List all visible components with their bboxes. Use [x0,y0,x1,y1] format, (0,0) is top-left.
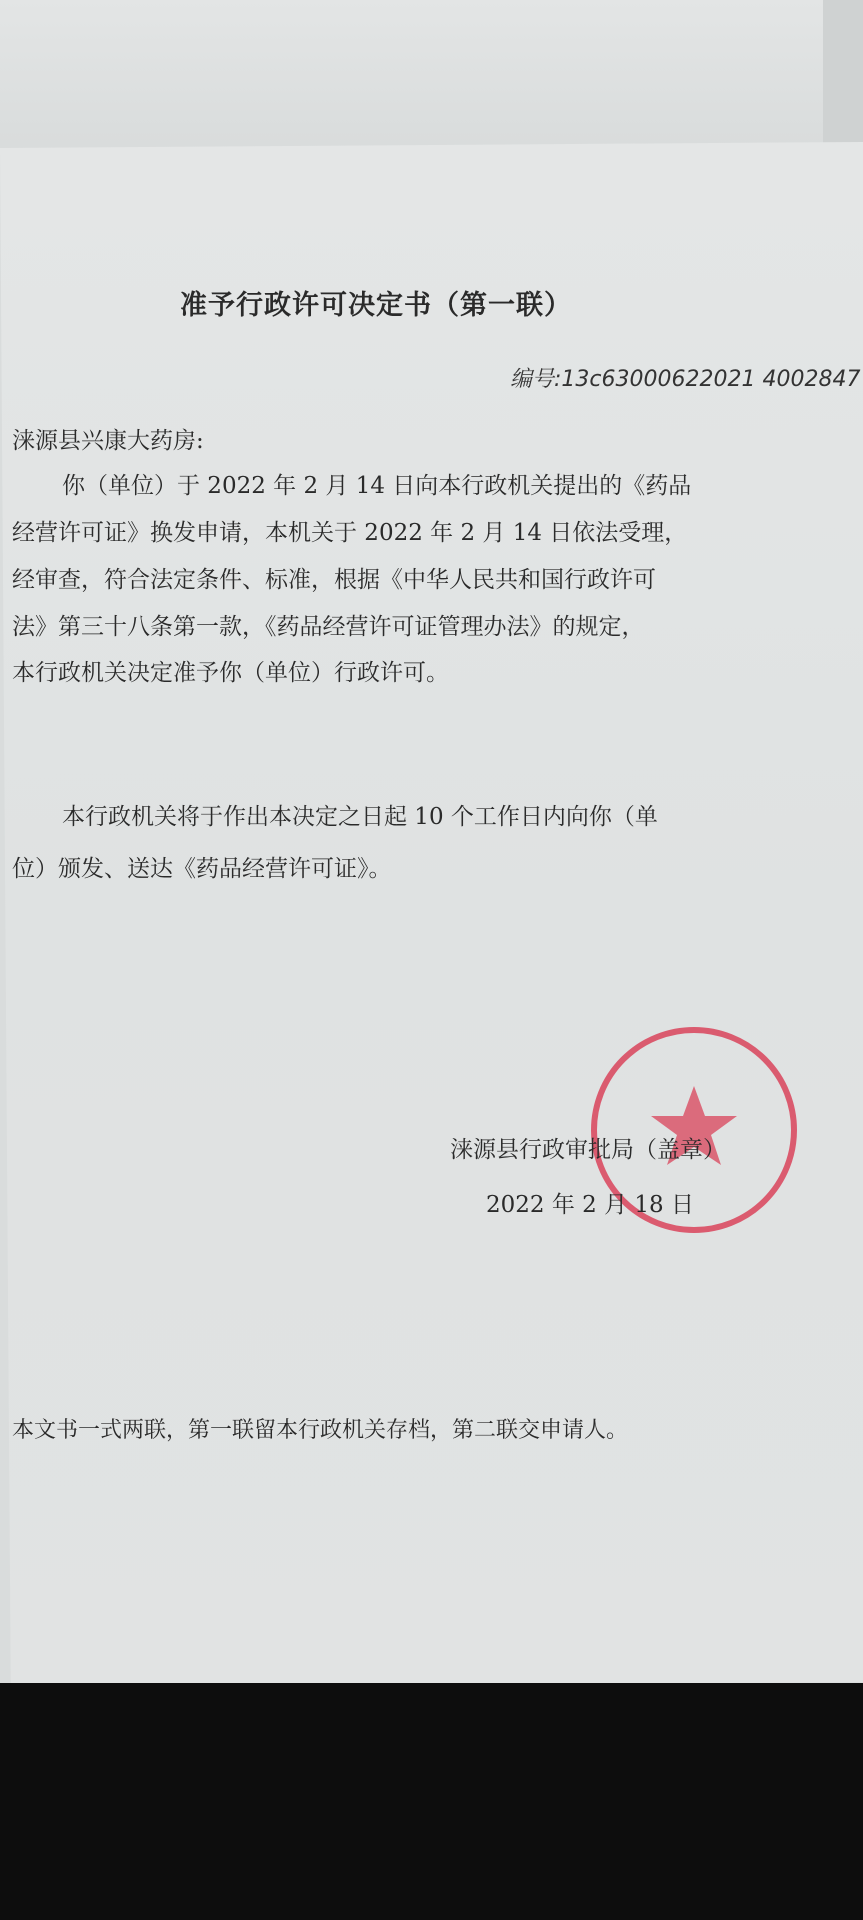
paragraph-line: 经营许可证》换发申请，本机关于 2022 年 2 月 14 日依法受理， [12,520,688,546]
paragraph-line: 位）颁发、送达《药品经营许可证》。 [12,856,392,882]
paragraph-line: 你（单位）于 2022 年 2 月 14 日向本行政机关提出的《药品 [62,473,692,499]
background-edge [823,0,863,160]
date: 2022 年 2 月 18 日 [486,1192,694,1218]
document-number: 编号:13c63000622021 4002847 [510,367,861,392]
dark-background [0,1683,863,1920]
paragraph-line: 本行政机关将于作出本决定之日起 10 个工作日内向你（单 [62,804,658,830]
document-title: 准予行政许可决定书（第一联） [180,290,572,321]
background-surface [0,0,863,160]
signature: 涞源县行政审批局（盖章） [450,1137,726,1163]
paragraph-line: 法》第三十八条第一款，《药品经营许可证管理办法》的规定， [12,614,645,640]
addressee: 涞源县兴康大药房: [12,428,204,454]
paragraph-line: 经审查，符合法定条件、标准，根据《中华人民共和国行政许可 [12,567,656,593]
paragraph-line: 本行政机关决定准予你（单位）行政许可。 [12,660,449,686]
footer-note: 本文书一式两联，第一联留本行政机关存档，第二联交申请人。 [12,1418,629,1443]
